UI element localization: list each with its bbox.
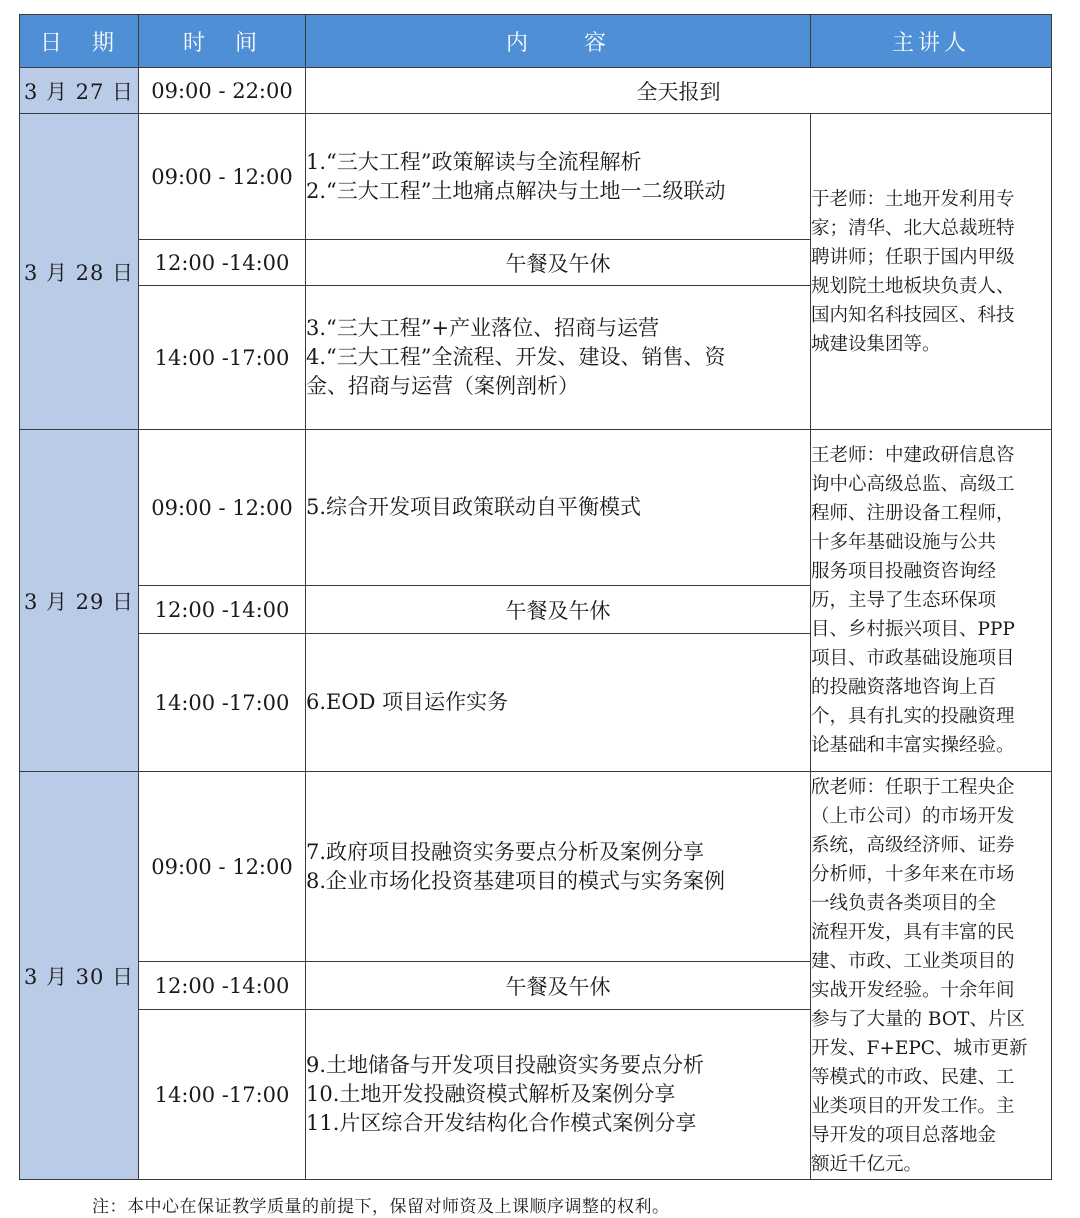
schedule-table <box>19 14 1052 1180</box>
header-speaker: 主讲人 <box>811 15 1052 68</box>
content-cell <box>306 430 811 586</box>
content-line: 1.“三大工程”政策解读与全流程解析 <box>306 149 642 174</box>
table-row <box>20 114 1052 240</box>
time-cell: 14:00 -17:00 <box>139 286 306 430</box>
content-line: 10.土地开发投融资模式解析及案例分享 <box>306 1082 676 1106</box>
content-cell <box>306 772 811 962</box>
content-line: 7.政府项目投融资实务要点分析及案例分享 <box>306 839 705 864</box>
content-cell <box>306 1010 811 1180</box>
date-cell: 3 月 29 日 <box>20 430 139 772</box>
speaker-line: 历，主导了生态环保项 <box>811 590 997 611</box>
content-cell <box>306 114 811 240</box>
speaker-line: 系统，高级经济师、证券 <box>811 834 1015 856</box>
speaker-line: 国内知名科技园区、科技 <box>811 304 1015 326</box>
time-cell: 09:00 - 12:00 <box>139 430 306 586</box>
content-line: 6.EOD 项目运作实务 <box>306 690 509 714</box>
content-line: 2.“三大工程”土地痛点解决与土地一二级联动 <box>306 178 726 203</box>
speaker-line: 家；清华、北大总裁班特 <box>811 217 1015 239</box>
speaker-line: 的投融资落地咨询上百 <box>811 677 997 698</box>
speaker-line: 参与了大量的 BOT、片区 <box>811 1008 1025 1030</box>
content-line: 4.“三大工程”全流程、开发、建设、销售、资 <box>306 345 726 369</box>
content-cell <box>306 286 811 430</box>
speaker-line: 询中心高级总监、高级工 <box>811 474 1015 495</box>
header-content: 内 容 <box>306 15 811 68</box>
speaker-line: 论基础和丰富实操经验。 <box>811 735 1015 756</box>
speaker-line: 服务项目投融资咨询经 <box>811 561 997 582</box>
table-row <box>20 772 1052 962</box>
speaker-line: 等模式的市政、民建、工 <box>811 1066 1015 1088</box>
time-cell: 09:00 - 12:00 <box>139 114 306 240</box>
speaker-line: 个，具有扎实的投融资理 <box>811 706 1015 727</box>
time-cell: 12:00 -14:00 <box>139 962 306 1010</box>
lunch-cell: 午餐及午休 <box>306 240 811 286</box>
speaker-line: 建、市政、工业类项目的 <box>811 950 1015 972</box>
speaker-line: 欣老师：任职于工程央企 <box>811 776 1015 798</box>
speaker-line: 城建设集团等。 <box>811 333 941 355</box>
speaker-line: 王老师：中建政研信息咨 <box>811 445 1015 466</box>
speaker-line: 分析师，十多年来在市场 <box>811 863 1015 885</box>
speaker-line: 于老师：土地开发利用专 <box>811 188 1015 210</box>
speaker-line: 规划院土地板块负责人、 <box>811 275 1015 297</box>
speaker-line: 程师、注册设备工程师， <box>811 503 1015 524</box>
speaker-line: 额近千亿元。 <box>811 1153 923 1175</box>
lunch-cell: 午餐及午休 <box>306 586 811 634</box>
speaker-cell <box>811 430 1052 772</box>
content-line: 9.土地储备与开发项目投融资实务要点分析 <box>306 1053 705 1077</box>
speaker-cell <box>811 114 1052 430</box>
time-cell: 09:00 - 22:00 <box>139 68 306 114</box>
content-line: 3.“三大工程”+产业落位、招商与运营 <box>306 316 660 340</box>
content-line: 8.企业市场化投资基建项目的模式与实务案例 <box>306 868 726 893</box>
header-row <box>20 15 1052 68</box>
time-cell: 12:00 -14:00 <box>139 586 306 634</box>
speaker-line: 开发、F+EPC、城市更新 <box>811 1037 1028 1059</box>
speaker-line: 项目、市政基础设施项目 <box>811 648 1015 669</box>
speaker-line: 业类项目的开发工作。主 <box>811 1095 1015 1117</box>
content-line: 5.综合开发项目政策联动自平衡模式 <box>306 495 642 519</box>
content-line: 11.片区综合开发结构化合作模式案例分享 <box>306 1111 697 1135</box>
footnote: 注：本中心在保证教学质量的前提下，保留对师资及上课顺序调整的权利。 <box>92 1197 670 1217</box>
speaker-line: 流程开发，具有丰富的民 <box>811 921 1015 943</box>
speaker-line: 十多年基础设施与公共 <box>811 532 997 553</box>
date-cell: 3 月 27 日 <box>20 68 139 114</box>
header-time: 时 间 <box>139 15 306 68</box>
time-cell: 12:00 -14:00 <box>139 240 306 286</box>
header-date: 日 期 <box>20 15 139 68</box>
time-cell: 09:00 - 12:00 <box>139 772 306 962</box>
time-cell: 14:00 -17:00 <box>139 634 306 772</box>
content-cell: 全天报到 <box>306 68 1052 114</box>
speaker-line: 一线负责各类项目的全 <box>811 892 997 914</box>
speaker-line: 目、乡村振兴项目、PPP <box>811 619 1015 640</box>
speaker-line: 实战开发经验。十余年间 <box>811 979 1015 1001</box>
speaker-line: 聘讲师；任职于国内甲级 <box>811 246 1015 268</box>
date-cell: 3 月 28 日 <box>20 114 139 430</box>
time-cell: 14:00 -17:00 <box>139 1010 306 1180</box>
lunch-cell: 午餐及午休 <box>306 962 811 1010</box>
table-row <box>20 68 1052 114</box>
date-cell: 3 月 30 日 <box>20 772 139 1180</box>
content-cell <box>306 634 811 772</box>
content-line: 金、招商与运营（案例剖析） <box>306 374 579 398</box>
speaker-cell <box>811 772 1052 1180</box>
table-row <box>20 430 1052 586</box>
speaker-line: （上市公司）的市场开发 <box>811 805 1015 827</box>
speaker-line: 导开发的项目总落地金 <box>811 1124 997 1146</box>
